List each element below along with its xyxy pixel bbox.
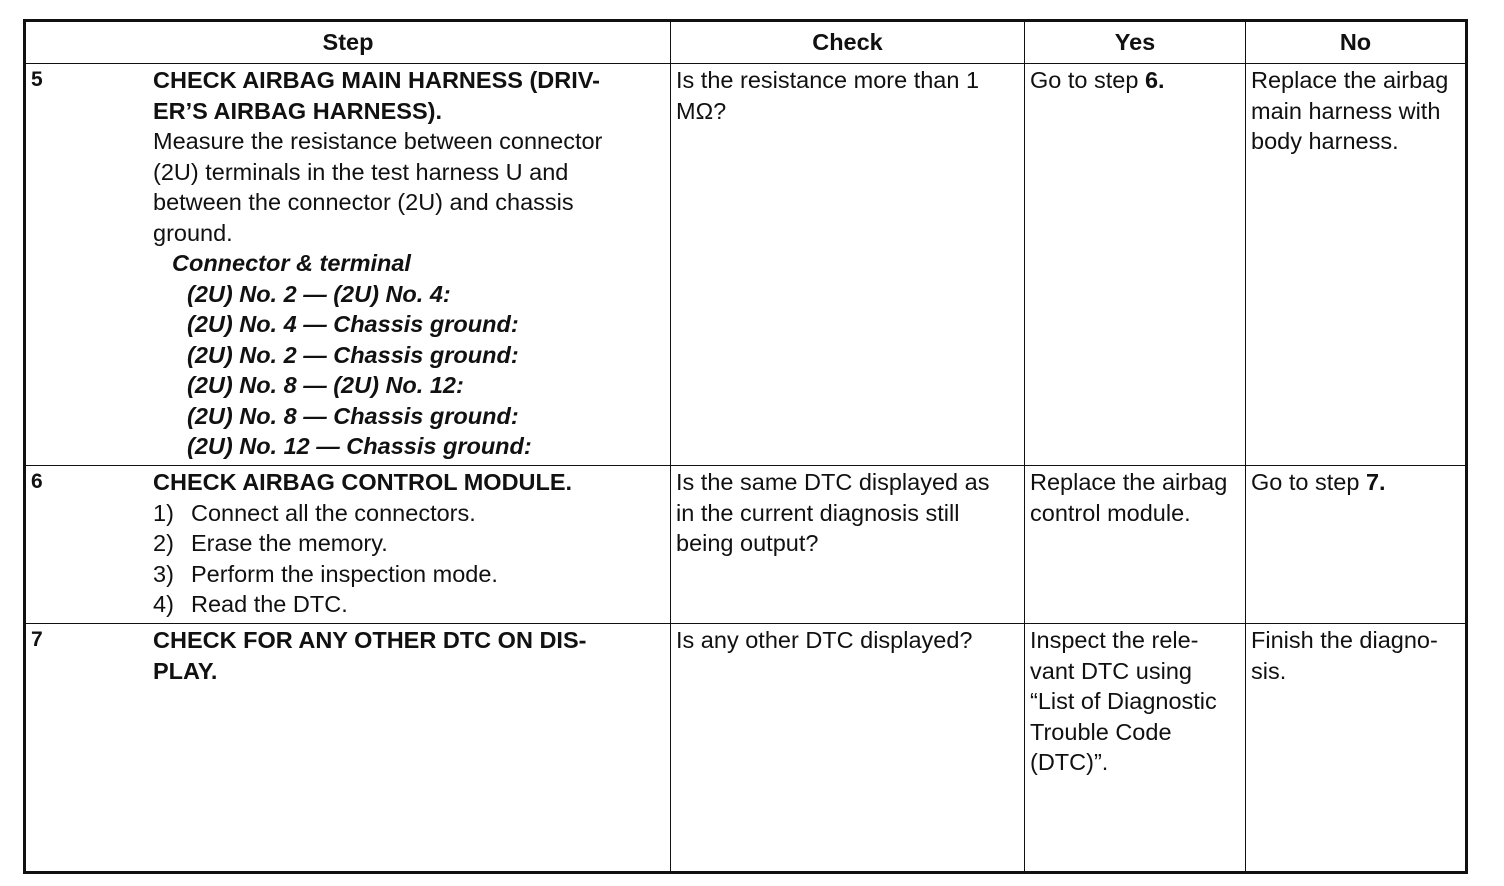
- procedure-text: Perform the inspection mode.: [191, 560, 498, 587]
- procedure-text: Erase the memory.: [191, 530, 388, 556]
- check-cell: [671, 466, 1025, 624]
- yes-line: vant DTC using: [1030, 657, 1192, 684]
- check-cell: [671, 64, 1025, 466]
- table-row: [25, 466, 1467, 624]
- check-cell: [671, 624, 1025, 873]
- check-line: in the current diagnosis still: [676, 499, 960, 526]
- yes-line: Inspect the rele-: [1030, 627, 1199, 653]
- no-line: sis.: [1251, 657, 1287, 684]
- no-line: Replace the airbag: [1251, 67, 1449, 93]
- description-line: ground.: [153, 219, 233, 246]
- step-number: 5: [31, 68, 43, 91]
- step-reference: 6.: [1144, 67, 1165, 93]
- check-line: being output?: [676, 530, 819, 556]
- procedure-item: [153, 528, 665, 559]
- yes-line: “List of Diagnostic: [1030, 688, 1217, 714]
- header-step: Step: [25, 21, 671, 64]
- procedure-list: [153, 498, 665, 620]
- yes-cell: [1025, 64, 1246, 466]
- no-line: main harness with: [1251, 97, 1441, 124]
- check-line: MΩ?: [676, 97, 727, 124]
- procedure-number: 3): [153, 560, 174, 587]
- no-line: body harness.: [1251, 128, 1399, 154]
- step-title-line: CHECK FOR ANY OTHER DTC ON DIS-: [153, 627, 587, 653]
- spec-item: (2U) No. 4 — Chassis ground:: [187, 311, 519, 337]
- yes-line: control module.: [1030, 499, 1191, 526]
- yes-cell: [1025, 466, 1246, 624]
- header-yes: Yes: [1025, 21, 1246, 64]
- no-cell: [1246, 64, 1467, 466]
- yes-line: (DTC)”.: [1030, 749, 1109, 775]
- no-text: Go to step: [1251, 469, 1366, 495]
- no-cell: [1246, 624, 1467, 873]
- table-row: [25, 624, 1467, 873]
- spec-heading: Connector & terminal: [172, 250, 411, 276]
- step-title: [153, 467, 665, 498]
- step-title: [153, 625, 665, 686]
- header-no: No: [1246, 21, 1467, 64]
- check-line: Is the resistance more than 1: [676, 67, 980, 93]
- no-line: Finish the diagno-: [1251, 627, 1438, 653]
- check-line: Is any other DTC displayed?: [676, 627, 973, 653]
- procedure-number: 4): [153, 591, 174, 617]
- procedure-item: [153, 559, 665, 590]
- step-title-line: PLAY.: [153, 657, 218, 684]
- check-line: Is the same DTC displayed as: [676, 469, 990, 495]
- spec-item: (2U) No. 8 — Chassis ground:: [187, 402, 519, 429]
- step-title-line: ER’S AIRBAG HARNESS).: [153, 97, 442, 124]
- header-check: Check: [671, 21, 1025, 64]
- step-reference: 7.: [1365, 469, 1386, 495]
- procedure-item: [153, 589, 665, 620]
- step-cell: [25, 64, 671, 466]
- spec-item: (2U) No. 2 — Chassis ground:: [187, 341, 519, 368]
- step-title: [153, 65, 665, 126]
- spec-list: [153, 279, 665, 462]
- yes-text: Go to step: [1030, 67, 1145, 93]
- step-title-line: CHECK AIRBAG CONTROL MODULE.: [153, 469, 573, 495]
- description-line: (2U) terminals in the test harness U and: [153, 158, 569, 185]
- yes-cell: [1025, 624, 1246, 873]
- procedure-text: Connect all the connectors.: [191, 499, 476, 526]
- yes-line: Trouble Code: [1030, 718, 1172, 745]
- yes-line: Replace the airbag: [1030, 469, 1228, 495]
- no-cell: [1246, 466, 1467, 624]
- header-row: [25, 21, 1467, 64]
- spec-item: (2U) No. 12 — Chassis ground:: [187, 433, 532, 459]
- procedure-item: [153, 498, 665, 529]
- step-cell: [25, 466, 671, 624]
- table-row: [25, 64, 1467, 466]
- step-description: [153, 126, 665, 248]
- step-title-line: CHECK AIRBAG MAIN HARNESS (DRIV-: [153, 67, 600, 93]
- step-number: 6: [31, 470, 43, 493]
- spec-item: (2U) No. 8 — (2U) No. 12:: [187, 372, 464, 398]
- description-line: Measure the resistance between connector: [153, 128, 603, 154]
- procedure-text: Read the DTC.: [191, 591, 348, 617]
- step-number: 7: [31, 628, 43, 651]
- step-cell: [25, 624, 671, 873]
- procedure-number: 1): [153, 499, 174, 526]
- description-line: between the connector (2U) and chassis: [153, 189, 574, 215]
- procedure-number: 2): [153, 530, 174, 556]
- diagnostic-table: [23, 19, 1468, 874]
- spec-item: (2U) No. 2 — (2U) No. 4:: [187, 280, 451, 307]
